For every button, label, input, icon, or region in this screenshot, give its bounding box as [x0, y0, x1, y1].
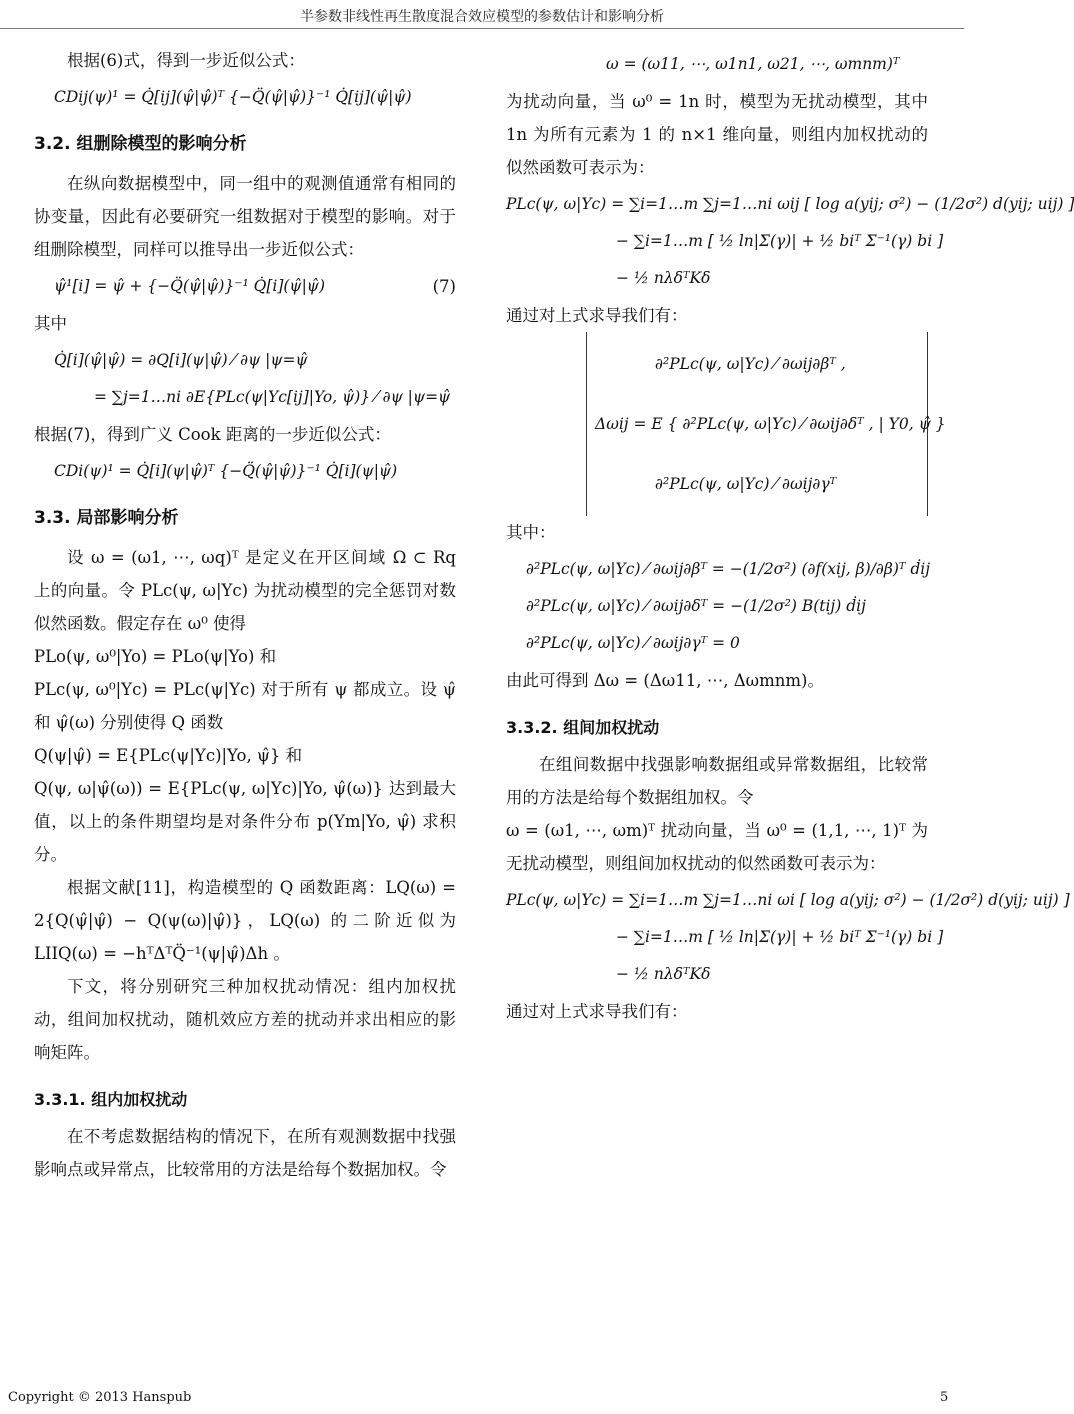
- paragraph: Q(ψ|ψ̂) = E{PLc(ψ|Yc)|Yo, ψ̂} 和: [34, 746, 303, 765]
- paragraph: PLo(ψ, ω⁰|Yo) = PLo(ψ|Yo) 和: [34, 647, 277, 666]
- left-column: [34, 44, 456, 1186]
- equation: ∂²PLc(ψ, ω|Yc) ⁄ ∂ωij∂γᵀ: [655, 475, 837, 493]
- equation: PLc(ψ, ω|Yc) = ∑i=1…m ∑j=1…ni ωi [ log a(yij; σ²) − (1/2σ²) d(yij; uij) ]: [506, 891, 1070, 909]
- copyright: Copyright © 2013 Hanspub: [8, 1390, 192, 1405]
- equation: ∂²PLc(ψ, ω|Yc) ⁄ ∂ωij∂δᵀ = −(1/2σ²) B(tij) ḋij: [526, 597, 866, 615]
- equation: − ∑i=1…m [ ½ ln|Σ(γ)| + ½ biᵀ Σ⁻¹(γ) bi ]: [616, 232, 944, 250]
- equation: CDij(ψ)¹ = Q̇[ij](ψ̂|ψ̂)ᵀ {−Q̈(ψ̂|ψ̂)}⁻¹ Q̇[ij](ψ̂|ψ̂): [54, 88, 412, 106]
- equation: ψ̂¹[i] = ψ̂ + {−Q̈(ψ̂|ψ̂)}⁻¹ Q̇[i](ψ̂|ψ̂): [54, 277, 326, 295]
- section-heading-3-3: 3.3. 局部影响分析: [34, 508, 179, 528]
- running-header: 半参数非线性再生散度混合效应模型的参数估计和影响分析: [300, 9, 664, 25]
- equation: Δωij = E { ∂²PLc(ψ, ω|Yc) ⁄ ∂ωij∂δᵀ , | Y0, ψ̂ }: [595, 415, 946, 433]
- paragraph: 为扰动向量，当 ω⁰ = 1n 时，模型为无扰动模型，其中 1n 为所有元素为 1 的 n×1 维向量，则组内加权扰动的似然函数可表示为：: [506, 92, 928, 177]
- derivative-matrix: [586, 332, 946, 516]
- subsection-heading-3-3-2: 3.3.2. 组间加权扰动: [506, 718, 660, 737]
- header-rule: [0, 28, 964, 29]
- equation: − ½ nλδᵀKδ: [616, 269, 711, 287]
- paragraph: 下文，将分别研究三种加权扰动情况：组内加权扰动，组间加权扰动，随机效应方差的扰动并求出相应的影响矩阵。: [34, 977, 456, 1062]
- subsection-heading-3-3-1: 3.3.1. 组内加权扰动: [34, 1090, 188, 1109]
- paragraph: ω = (ω1, ⋯, ωm)ᵀ 扰动向量，当 ω⁰ = (1,1, ⋯, 1)ᵀ 为无扰动模型，则组间加权扰动的似然函数可表示为：: [506, 821, 928, 873]
- equation-row-7: [34, 266, 456, 307]
- equation: ∂²PLc(ψ, ω|Yc) ⁄ ∂ωij∂βᵀ ,: [655, 355, 846, 373]
- paragraph: 根据(7)，得到广义 Cook 距离的一步近似公式：: [34, 425, 391, 444]
- paragraph: 其中: [34, 314, 67, 333]
- equation: − ½ nλδᵀKδ: [616, 965, 711, 983]
- equation-number: (7): [432, 277, 456, 296]
- equation: PLc(ψ, ω|Yc) = ∑i=1…m ∑j=1…ni ωij [ log a(yij; σ²) − (1/2σ²) d(yij; uij) ]: [506, 195, 1074, 213]
- paragraph: 由此可得到 Δω = (Δω11, ⋯, Δωmnm)。: [506, 671, 824, 690]
- paragraph: 根据文献[11]，构造模型的 Q 函数距离：LQ(ω) = 2{Q(ψ̂|ψ̂) − Q(ψ(ω)|ψ̂)}，LQ(ω) 的二阶近似为 LIIQ(ω) = −hᵀΔᵀQ̈⁻¹(ψ|ψ̂)Δh 。: [34, 878, 456, 963]
- paragraph: 设 ω = (ω1, ⋯, ωq)ᵀ 是定义在开区间域 Ω ⊂ Rq 上的向量。令 PLc(ψ, ω|Yc) 为扰动模型的完全惩罚对数似然函数。假定存在 ω⁰ 使得: [34, 548, 456, 633]
- paragraph: PLc(ψ, ω⁰|Yc) = PLc(ψ|Yc) 对于所有 ψ 都成立。设 ψ̂ 和 ψ̂(ω) 分别使得 Q 函数: [34, 680, 456, 732]
- page-number: 5: [940, 1390, 949, 1405]
- paragraph: 根据(6)式，得到一步近似公式：: [67, 51, 305, 70]
- equation: CDi(ψ)¹ = Q̇[i](ψ|ψ̂)ᵀ {−Q̈(ψ̂|ψ̂)}⁻¹ Q̇[i](ψ|ψ̂): [54, 462, 398, 480]
- paragraph: 在纵向数据模型中，同一组中的观测值通常有相同的协变量，因此有必要研究一组数据对于模型的影响。对于组删除模型，同样可以推导出一步近似公式：: [34, 174, 456, 259]
- paragraph: 在不考虑数据结构的情况下，在所有观测数据中找强影响点或异常点，比较常用的方法是给每个数据加权。令: [34, 1127, 456, 1179]
- paragraph: Q(ψ, ω|ψ̂(ω)) = E{PLc(ψ, ω|Yc)|Yo, ψ̂(ω)} 达到最大值，以上的条件期望均是对条件分布 p(Ym|Yo, ψ̂) 求积分。: [34, 779, 457, 864]
- equation: ∂²PLc(ψ, ω|Yc) ⁄ ∂ωij∂γᵀ = 0: [526, 634, 740, 652]
- equation: = ∑j=1…ni ∂E{PLc(ψ|Yc[ij]|Yo, ψ̂)} ⁄ ∂ψ |ψ=ψ̂: [94, 388, 451, 406]
- equation: ∂²PLc(ψ, ω|Yc) ⁄ ∂ωij∂βᵀ = −(1/2σ²) (∂f(xij, β)/∂β)ᵀ ḋij: [526, 560, 931, 578]
- paragraph: 其中：: [506, 523, 556, 542]
- equation: ω = (ω11, ⋯, ω1n1, ω21, ⋯, ωmnm)ᵀ: [606, 55, 900, 73]
- equation: Q̇[i](ψ̂|ψ̂) = ∂Q[i](ψ|ψ̂) ⁄ ∂ψ |ψ=ψ̂: [54, 351, 308, 369]
- paragraph: 在组间数据中找强影响数据组或异常数据组，比较常用的方法是给每个数据组加权。令: [506, 755, 928, 807]
- section-heading-3-2: 3.2. 组删除模型的影响分析: [34, 134, 247, 154]
- right-column: [506, 44, 1074, 1028]
- paragraph: 通过对上式求导我们有：: [506, 306, 688, 325]
- equation: − ∑i=1…m [ ½ ln|Σ(γ)| + ½ biᵀ Σ⁻¹(γ) bi ]: [616, 928, 944, 946]
- paragraph: 通过对上式求导我们有：: [506, 1002, 688, 1021]
